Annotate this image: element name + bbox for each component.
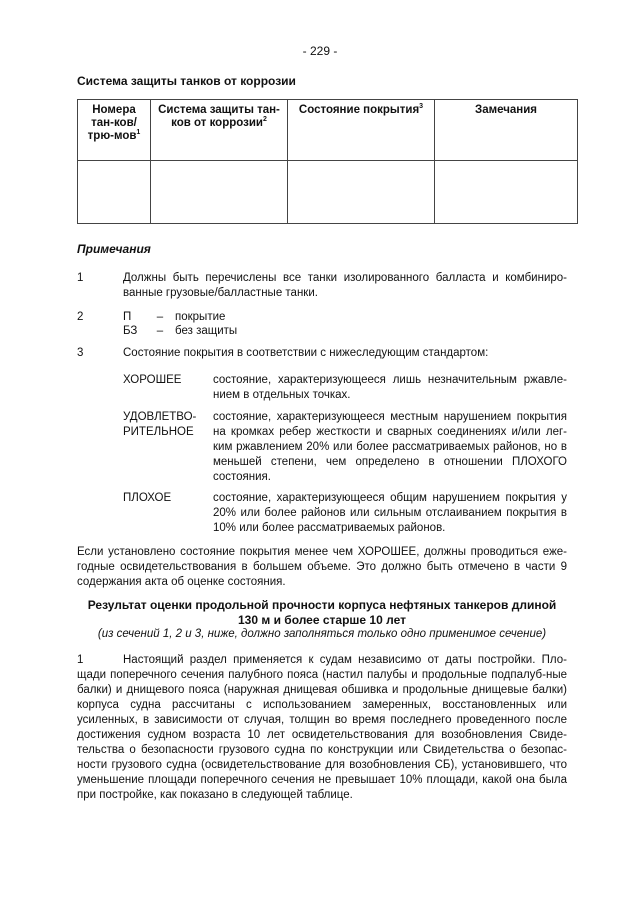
table-header-row xyxy=(78,100,578,161)
table-cell xyxy=(288,161,435,224)
abbr-unprotected: БЗ xyxy=(123,325,138,337)
note-1-text: Должны быть перечислены все танки изолированного балласта и комбиниро-ванные грузовые/балластные танки. xyxy=(123,272,567,299)
strength-section-subtitle: (из сечений 1, 2 и 3, ниже, должно заполняться только одно применимое сечение) xyxy=(97,628,547,640)
header-coating-condition: Состояние покрытия$^3$ xyxy=(288,100,435,161)
note-2-number: 2 xyxy=(77,311,84,323)
section-title: Система защиты танков от коррозии xyxy=(77,74,296,88)
paragraph-number: 1 xyxy=(77,654,84,666)
table-row xyxy=(78,161,578,224)
header-protection-system: Система защиты тан-ков от коррозии$^2$ xyxy=(151,100,288,161)
note-1-number: 1 xyxy=(77,272,84,284)
header-remarks: Замечания xyxy=(435,100,578,161)
closing-paragraph: Если установлено состояние покрытия менее чем ХОРОШЕЕ, должны проводиться еже-годные освидетельствования в большем объеме. Это должно быть отмечено в части 9 содержания акта об оценке состояния. xyxy=(77,546,567,588)
table-cell xyxy=(78,161,151,224)
paragraph-text: Настоящий раздел применяется к судам независимо от даты постройки. Пло-щади поперечного сечения палубного пояса (настил палубы и продольные подпалуб-ные балки) и днищевого пояса (наружная днищевая обшивка и продольные днищевые балки) корпуса судна рассчитаны с использованием замеренных, восстановленных или усиленных, в зависимости от случая, толщин во время последнего проведенного после достижения судном возраста 10 лет освидетельствования для возобновления Свиде-тельства о безопасности грузового судна по конструкции или Свидетельства о безопас-ности грузового судна (освидетельствование для возобновления СБ), установившего, что уменьшение площади поперечного сечения не превышает 10% площади, какой она была при постройке, как показано в следующей таблице. xyxy=(77,654,567,801)
strength-paragraph-1 xyxy=(77,653,567,803)
table-cell xyxy=(435,161,578,224)
condition-term-good: ХОРОШЕЕ xyxy=(123,374,182,386)
tank-protection-table xyxy=(77,99,578,224)
page-number: - 229 - xyxy=(302,44,338,58)
condition-term-poor: ПЛОХОЕ xyxy=(123,492,172,504)
note-3-number: 3 xyxy=(77,347,84,359)
condition-def-poor: состояние, характеризующееся общим нарушением покрытия у 20% или более районов или сильным отслаиванием покрытия в 10% или более рассматриваемых районов. xyxy=(213,492,567,534)
condition-def-good: состояние, характеризующееся лишь незначительным ржавле-нием в отдельных точках. xyxy=(213,374,567,401)
note-2-line-b: БЗ – без защиты xyxy=(123,325,238,337)
header-tank-numbers: Номера тан-ков/трю-мов$^1$ xyxy=(78,100,151,161)
condition-term-fair: УДОВЛЕТВО-РИТЕЛЬНОЕ xyxy=(123,411,197,438)
strength-section-title: Результат оценки продольной прочности корпуса нефтяных танкеров длиной 130 м и более старше 10 лет xyxy=(87,598,557,627)
note-3-text: Состояние покрытия в соответствии с нижеследующим стандартом: xyxy=(123,347,489,359)
condition-def-fair: состояние, характеризующееся местным нарушением покрытия на кромках ребер жесткости и сварных соединениях и/или лег-ким ржавлением 20% или более рассматриваемых районов, но в меньшей степени, чем определено в отношении ПЛОХОГО состояния. xyxy=(213,411,567,483)
table-cell xyxy=(151,161,288,224)
abbr-coated: П xyxy=(123,311,132,323)
note-2-line-a: П – покрытие xyxy=(123,311,226,323)
notes-heading: Примечания xyxy=(77,242,151,256)
